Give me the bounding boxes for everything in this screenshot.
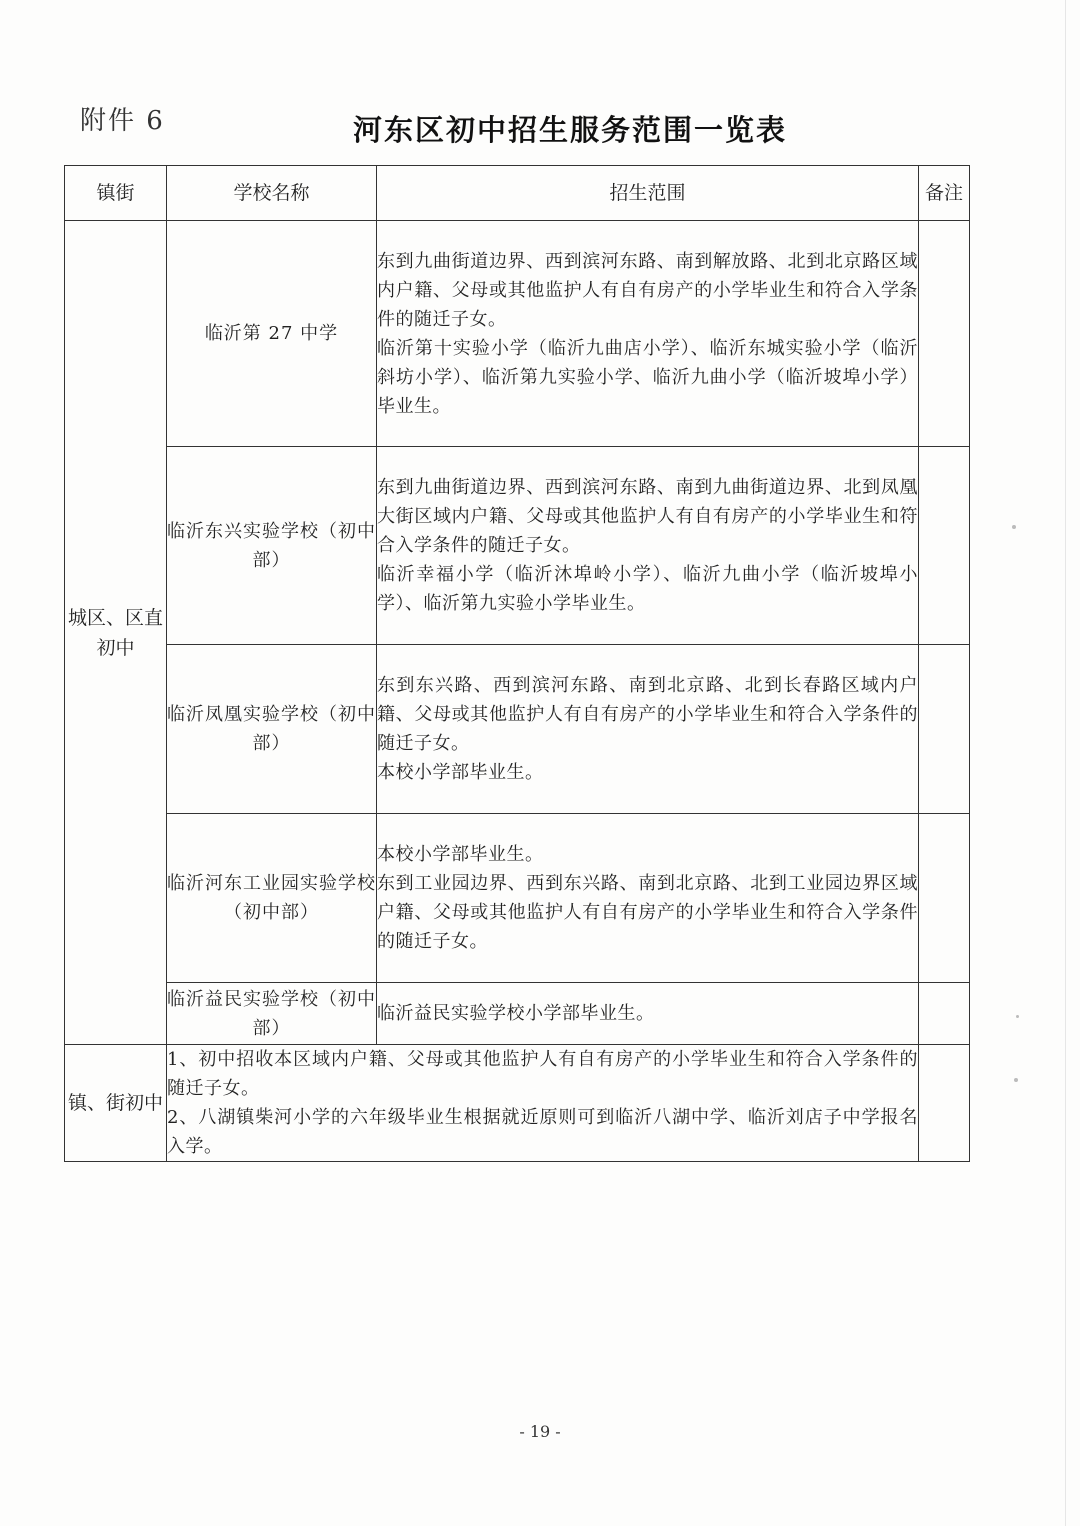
scope-paragraph: 东到东兴路、西到滨河东路、南到北京路、北到长春路区域内户籍、父母或其他监护人有自有房产的小学毕业生和符合入学条件的随迁子女。: [377, 675, 918, 754]
school-name: 临沂东兴实验学校（初中部）: [167, 447, 377, 645]
scan-speck: [1014, 1078, 1018, 1082]
scope-cell: [377, 814, 919, 983]
enrollment-scope-table: [64, 165, 970, 1162]
table-header-row: [65, 166, 970, 221]
remark-cell: [919, 221, 970, 447]
scope-cell: [377, 983, 919, 1045]
remark-cell: [919, 814, 970, 983]
table-row: [65, 447, 970, 645]
scope-paragraph: 临沂第十实验小学（临沂九曲店小学）、临沂东城实验小学（临沂斜坊小学）、临沂第九实验小学、临沂九曲小学（临沂坡埠小学）毕业生。: [377, 337, 918, 417]
scope-paragraph: 本校小学部毕业生。: [377, 844, 544, 865]
header-school: 学校名称: [167, 166, 377, 221]
school-name: 临沂凤凰实验学校（初中部）: [167, 645, 377, 814]
remark-cell: [919, 983, 970, 1045]
town-notes-cell: [167, 1045, 919, 1162]
page-number: - 19 -: [519, 1422, 561, 1441]
scan-speck: [1012, 525, 1016, 529]
remark-cell: [919, 645, 970, 814]
scope-cell: [377, 645, 919, 814]
header-scope: 招生范围: [377, 166, 919, 221]
document-title: 河东区初中招生服务范围一览表: [352, 113, 787, 147]
remark-cell: [919, 447, 970, 645]
school-name: 临沂益民实验学校（初中部）: [167, 983, 377, 1045]
table-row: [65, 814, 970, 983]
scope-paragraph: 本校小学部毕业生。: [377, 762, 544, 783]
urban-group-label: 城区、区直初中: [65, 221, 167, 1045]
scope-paragraph: 临沂益民实验学校小学部毕业生。: [377, 1003, 655, 1024]
scan-speck: [1016, 1015, 1019, 1018]
school-name: 临沂第 27 中学: [167, 221, 377, 447]
scope-cell: [377, 447, 919, 645]
header-remark: 备注: [919, 166, 970, 221]
town-note: 2、八湖镇柴河小学的六年级毕业生根据就近原则可到临沂八湖中学、临沂刘店子中学报名入学。: [167, 1107, 918, 1157]
scope-paragraph: 东到九曲街道边界、西到滨河东路、南到解放路、北到北京路区域内户籍、父母或其他监护人有自有房产的小学毕业生和符合入学条件的随迁子女。: [377, 250, 918, 330]
header-town: 镇街: [65, 166, 167, 221]
table-row: [65, 1045, 970, 1162]
remark-cell: [919, 1045, 970, 1162]
town-group-label: 镇、街初中: [65, 1045, 167, 1162]
scope-paragraph: 临沂幸福小学（临沂沐埠岭小学）、临沂九曲小学（临沂坡埠小学）、临沂第九实验小学毕业生。: [377, 564, 918, 614]
table-row: [65, 221, 970, 447]
attachment-label: 附件 6: [80, 106, 165, 136]
table-row: [65, 645, 970, 814]
town-note: 1、初中招收本区域内户籍、父母或其他监护人有自有房产的小学毕业生和符合入学条件的随迁子女。: [167, 1049, 918, 1099]
scope-paragraph: 东到九曲街道边界、西到滨河东路、南到九曲街道边界、北到凤凰大街区域内户籍、父母或其他监护人有自有房产的小学毕业生和符合入学条件的随迁子女。: [377, 477, 918, 556]
scope-paragraph: 东到工业园边界、西到东兴路、南到北京路、北到工业园边界区域户籍、父母或其他监护人有自有房产的小学毕业生和符合入学条件的随迁子女。: [377, 873, 918, 952]
scope-cell: [377, 221, 919, 447]
scan-edge-line: [1065, 0, 1066, 1526]
school-name: 临沂河东工业园实验学校（初中部）: [167, 814, 377, 983]
table-row: [65, 983, 970, 1045]
